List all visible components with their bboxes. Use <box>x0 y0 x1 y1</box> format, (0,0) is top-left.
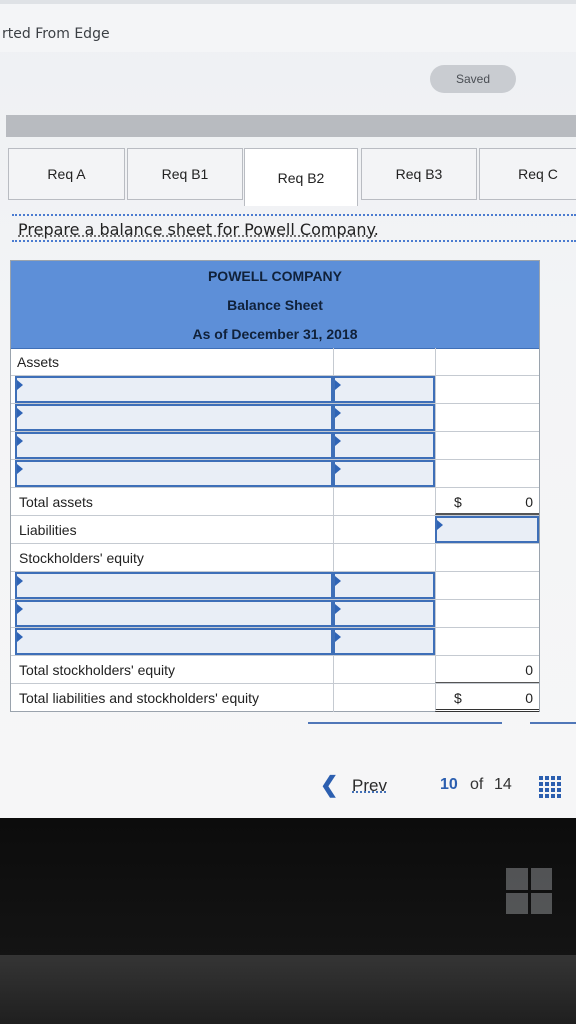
asset-row-4 <box>11 460 539 488</box>
equity-row-1 <box>11 572 539 600</box>
prev-button[interactable]: Prev <box>352 776 387 795</box>
company-name: POWELL COMPANY <box>11 261 539 291</box>
browser-title: rted From Edge <box>2 26 110 42</box>
dropdown-marker-icon <box>335 408 341 418</box>
tab-req-b3[interactable]: Req B3 <box>361 148 477 200</box>
tab-req-b2[interactable]: Req B2 <box>244 148 358 206</box>
liabilities-label: Liabilities <box>19 522 77 538</box>
asset-2-account-select[interactable] <box>15 404 333 431</box>
dropdown-marker-icon <box>335 464 341 474</box>
page-of-label: of <box>470 776 484 793</box>
equity-header-row <box>11 544 539 572</box>
instruction-text: Prepare a balance sheet for Powell Company. <box>18 220 379 239</box>
equity-2-account-select[interactable] <box>15 600 333 627</box>
laptop-base <box>0 955 576 1024</box>
instruction-box <box>12 214 576 242</box>
grid-icon[interactable] <box>539 776 561 798</box>
divider-line <box>530 722 576 724</box>
equity-2-amount-input[interactable] <box>333 600 435 627</box>
total-pages: 14 <box>494 776 512 793</box>
liabilities-row <box>11 516 539 544</box>
asset-2-amount-input[interactable] <box>333 404 435 431</box>
browser-bar <box>0 0 576 52</box>
assets-header-row <box>11 348 539 376</box>
asset-1-amount-input[interactable] <box>333 376 435 403</box>
asset-3-amount-input[interactable] <box>333 432 435 459</box>
dropdown-marker-icon <box>17 604 23 614</box>
equity-1-amount-input[interactable] <box>333 572 435 599</box>
asset-row-3 <box>11 432 539 460</box>
total-assets-row <box>11 488 539 516</box>
equity-3-account-select[interactable] <box>15 628 333 655</box>
divider-line <box>308 722 502 724</box>
chevron-left-icon[interactable]: ❮ <box>320 772 339 797</box>
saved-status-badge: Saved <box>430 65 516 93</box>
total-liabilities-equity-row <box>11 684 539 712</box>
equity-3-amount-input[interactable] <box>333 628 435 655</box>
total-assets-value: 0 <box>525 494 533 510</box>
asset-4-account-select[interactable] <box>15 460 333 487</box>
dropdown-marker-icon <box>17 464 23 474</box>
total-equity-label: Total stockholders' equity <box>19 662 175 678</box>
equity-row-3 <box>11 628 539 656</box>
total-assets-label: Total assets <box>19 494 93 510</box>
statement-title: Balance Sheet <box>11 290 539 320</box>
total-equity-row <box>11 656 539 684</box>
tab-bar <box>8 148 576 203</box>
current-page: 10 <box>440 776 458 793</box>
tab-req-a[interactable]: Req A <box>8 148 125 200</box>
total-liabilities-equity-currency: $ <box>454 690 462 706</box>
total-equity-value: 0 <box>525 662 533 678</box>
asset-1-account-select[interactable] <box>15 376 333 403</box>
dropdown-marker-icon <box>17 380 23 390</box>
total-liabilities-equity-label: Total liabilities and stockholders' equity <box>19 690 260 706</box>
dropdown-marker-icon <box>335 604 341 614</box>
asset-4-amount-input[interactable] <box>333 460 435 487</box>
dropdown-marker-icon <box>17 576 23 586</box>
dropdown-marker-icon <box>335 632 341 642</box>
dropdown-marker-icon <box>335 576 341 586</box>
dropdown-marker-icon <box>335 436 341 446</box>
assets-label: Assets <box>17 354 60 370</box>
asset-row-2 <box>11 404 539 432</box>
dropdown-marker-icon <box>17 408 23 418</box>
dropdown-marker-icon <box>335 380 341 390</box>
total-assets-currency: $ <box>454 494 462 510</box>
asset-row-1 <box>11 376 539 404</box>
equity-row-2 <box>11 600 539 628</box>
liabilities-amount-input[interactable] <box>435 516 539 543</box>
pager <box>320 772 570 798</box>
balance-sheet-table <box>10 260 540 712</box>
equity-1-account-select[interactable] <box>15 572 333 599</box>
dropdown-marker-icon <box>17 632 23 642</box>
asset-3-account-select[interactable] <box>15 432 333 459</box>
equity-label: Stockholders' equity <box>19 550 144 566</box>
statement-date: As of December 31, 2018 <box>11 319 539 349</box>
tab-req-b1[interactable]: Req B1 <box>127 148 243 200</box>
dropdown-marker-icon <box>437 520 443 530</box>
windows-logo-icon <box>506 868 552 914</box>
section-band <box>6 115 576 137</box>
tab-req-c[interactable]: Req C <box>479 148 576 200</box>
total-liabilities-equity-value: 0 <box>525 690 533 706</box>
dropdown-marker-icon <box>17 436 23 446</box>
